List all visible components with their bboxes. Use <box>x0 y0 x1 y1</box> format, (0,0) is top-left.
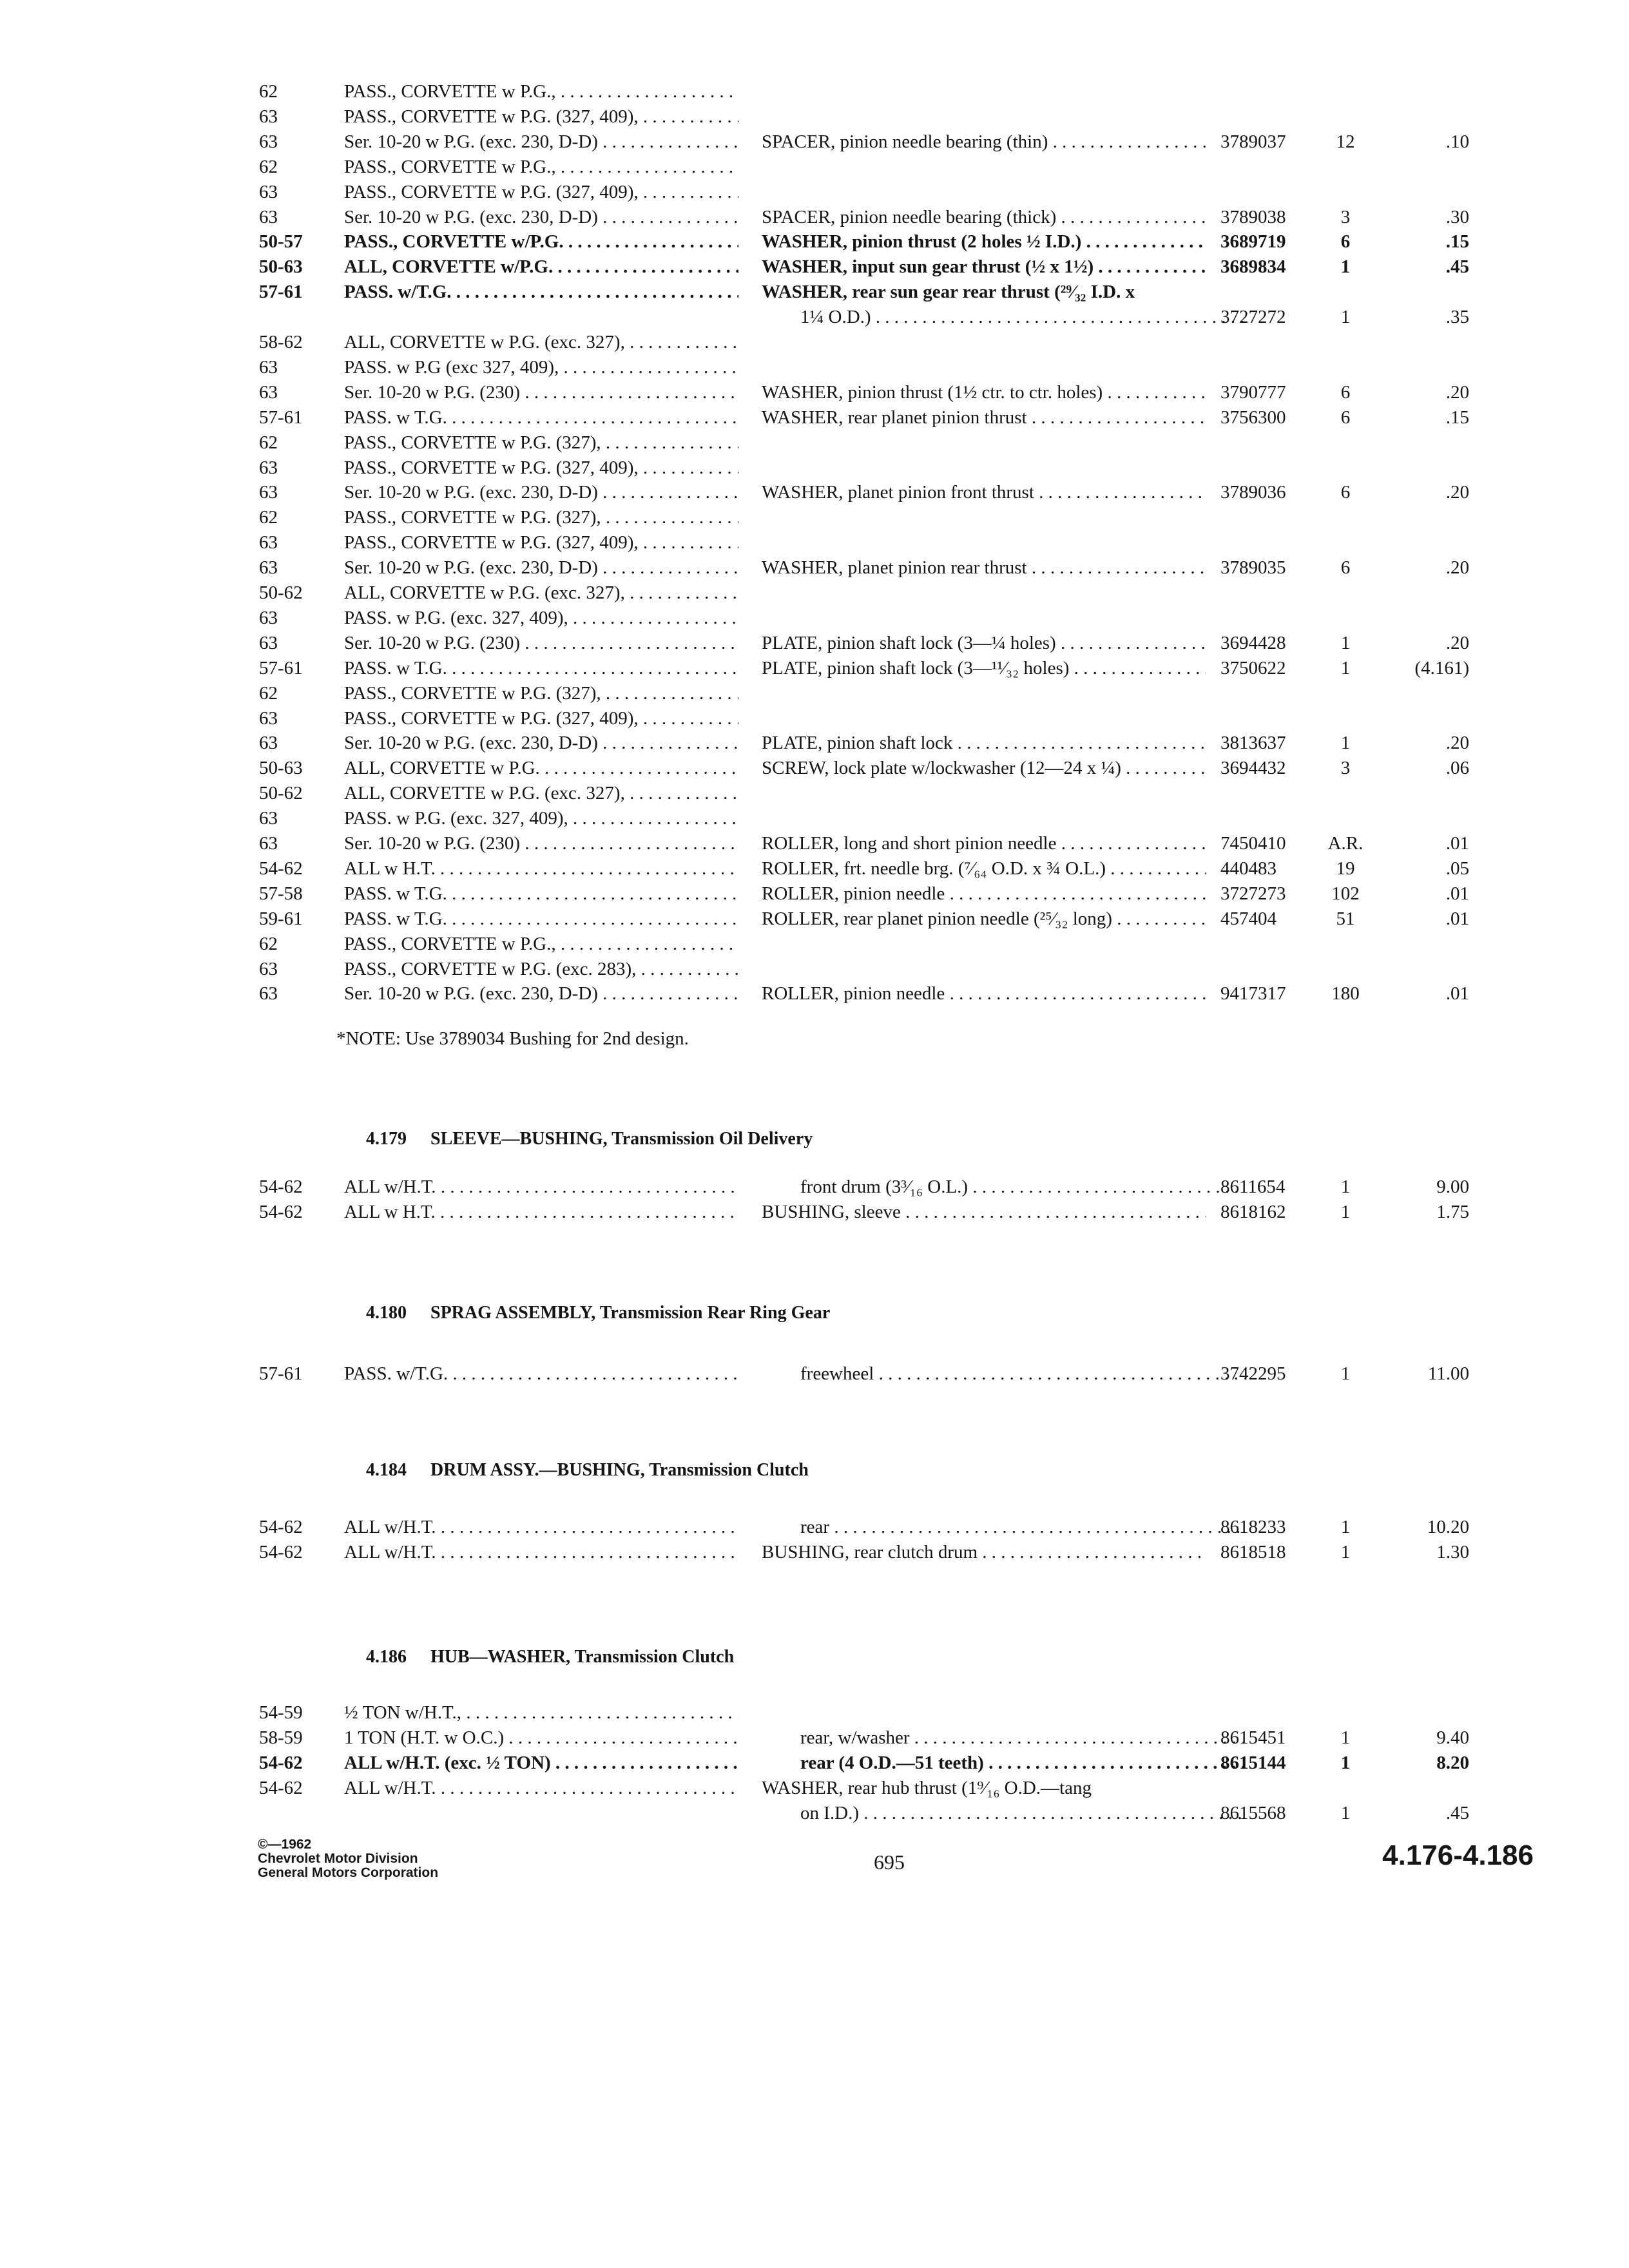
parts-row <box>0 479 1629 505</box>
quantity: 1 <box>1340 1363 1351 1384</box>
quantity: 1 <box>1340 1517 1351 1537</box>
model-applicability: Ser. 10-20 w P.G. (exc. 230, D-D) . . . <box>344 555 738 581</box>
model-applicability: ALL, CORVETTE w P.G. (exc. 327), . . . <box>344 329 738 355</box>
price: .01 <box>1445 883 1469 904</box>
parts-row <box>0 380 1629 405</box>
part-number: 8615568 <box>1220 1803 1286 1823</box>
parts-row <box>0 279 1629 305</box>
year-range: 54-62 <box>259 1517 303 1537</box>
part-number: 440483 <box>1220 858 1277 879</box>
part-description: PLATE, pinion shaft lock (3—¼ holes) . . . <box>762 630 1206 656</box>
part-description: WASHER, rear planet pinion thrust . . . <box>762 405 1206 430</box>
part-description: SCREW, lock plate w/lockwasher (12—24 x ¼) . . . <box>762 755 1206 781</box>
year-range: 58-59 <box>259 1727 303 1748</box>
quantity: 1 <box>1340 733 1351 753</box>
year-range: 50-62 <box>259 783 303 803</box>
copyright-block <box>258 1838 438 1880</box>
part-description: WASHER, input sun gear thrust (½ x 1½) . . . <box>762 254 1206 280</box>
parts-row <box>0 1775 1629 1801</box>
parts-row <box>0 906 1629 932</box>
parts-row <box>0 1539 1629 1565</box>
model-applicability: PASS. w/T.G. . . . <box>344 279 738 305</box>
section-heading <box>366 1457 809 1483</box>
parts-row <box>0 730 1629 756</box>
part-number: 3789036 <box>1220 482 1286 503</box>
part-number: 7450410 <box>1220 833 1286 854</box>
year-range: 62 <box>259 934 278 954</box>
year-range: 63 <box>259 733 278 753</box>
part-number: 3742295 <box>1220 1363 1286 1384</box>
part-description: BUSHING, sleeve . . . <box>762 1199 1206 1225</box>
model-applicability: ½ TON w/H.T., . . . <box>344 1700 738 1725</box>
quantity: 102 <box>1331 883 1360 904</box>
year-range: 63 <box>259 532 278 553</box>
quantity: 180 <box>1331 983 1360 1004</box>
quantity: 1 <box>1340 307 1351 327</box>
part-description: front drum (3³⁄₁₆ O.L.) . . . <box>762 1174 1245 1200</box>
part-description: BUSHING, rear clutch drum . . . <box>762 1539 1206 1565</box>
price: 1.75 <box>1436 1202 1469 1222</box>
year-range: 57-61 <box>259 407 303 428</box>
price: 9.00 <box>1436 1177 1469 1197</box>
model-applicability: PASS. w T.G. . . . <box>344 906 738 932</box>
quantity: 3 <box>1340 758 1351 778</box>
section-heading <box>366 1300 830 1326</box>
model-applicability: PASS. w T.G. . . . <box>344 881 738 907</box>
part-number: 3727272 <box>1220 307 1286 327</box>
part-number: 3694428 <box>1220 633 1286 653</box>
year-range: 63 <box>259 131 278 152</box>
quantity: A.R. <box>1327 833 1364 854</box>
section-number: 4.180 <box>366 1303 407 1323</box>
part-description: SPACER, pinion needle bearing (thick) . . . <box>762 204 1206 230</box>
price: .01 <box>1445 983 1469 1004</box>
part-number: 3789038 <box>1220 207 1286 227</box>
part-number: 3789037 <box>1220 131 1286 152</box>
part-number: 3756300 <box>1220 407 1286 428</box>
quantity: 1 <box>1340 1202 1351 1222</box>
quantity: 6 <box>1340 382 1351 403</box>
part-description: rear (4 O.D.—51 teeth) . . . <box>762 1750 1245 1776</box>
year-range: 54-62 <box>259 1202 303 1222</box>
model-applicability: ALL w/H.T. (exc. ½ TON) . . . <box>344 1750 738 1776</box>
quantity: 1 <box>1340 1542 1351 1562</box>
year-range: 63 <box>259 207 278 227</box>
year-range: 57-58 <box>259 883 303 904</box>
price: .05 <box>1445 858 1469 879</box>
model-applicability: ALL w/H.T. . . . <box>344 1539 738 1565</box>
year-range: 54-62 <box>259 1753 303 1773</box>
parts-row <box>0 354 1629 380</box>
price: .01 <box>1445 908 1469 929</box>
parts-row <box>0 680 1629 706</box>
model-applicability: PASS., CORVETTE w P.G., . . . <box>344 931 738 957</box>
year-range: 63 <box>259 382 278 403</box>
part-description: WASHER, planet pinion front thrust . . . <box>762 479 1206 505</box>
parts-row <box>0 580 1629 606</box>
part-number: 8611654 <box>1220 1177 1286 1197</box>
model-applicability: PASS., CORVETTE w/P.G. . . . <box>344 229 738 255</box>
model-applicability: PASS., CORVETTE w P.G. (327), . . . <box>344 505 738 530</box>
model-applicability: 1 TON (H.T. w O.C.) . . . <box>344 1725 738 1751</box>
model-applicability: PASS., CORVETTE w P.G., . . . <box>344 79 738 104</box>
quantity: 1 <box>1340 658 1351 678</box>
section-title: HUB—WASHER, Transmission Clutch <box>430 1647 735 1667</box>
page-number: 695 <box>874 1850 905 1874</box>
year-range: 50-62 <box>259 582 303 603</box>
parts-row <box>0 931 1629 957</box>
price: 9.40 <box>1436 1727 1469 1748</box>
price: .20 <box>1445 633 1469 653</box>
year-range: 63 <box>259 106 278 127</box>
parts-row <box>0 1361 1629 1387</box>
part-number: 3813637 <box>1220 733 1286 753</box>
parts-row <box>0 856 1629 881</box>
model-applicability: PASS. w P.G (exc 327, 409), . . . <box>344 354 738 380</box>
quantity: 1 <box>1340 256 1351 277</box>
parts-row <box>0 505 1629 530</box>
year-range: 54-59 <box>259 1702 303 1723</box>
part-number: 457404 <box>1220 908 1277 929</box>
part-number: 3790777 <box>1220 382 1286 403</box>
part-number: 8618518 <box>1220 1542 1286 1562</box>
model-applicability: Ser. 10-20 w P.G. (230) . . . <box>344 831 738 856</box>
model-applicability: PASS., CORVETTE w P.G. (327), . . . <box>344 430 738 456</box>
year-range: 57-61 <box>259 658 303 678</box>
year-range: 63 <box>259 983 278 1004</box>
parts-row <box>0 655 1629 681</box>
model-applicability: Ser. 10-20 w P.G. (230) . . . <box>344 630 738 656</box>
price: .45 <box>1445 1803 1469 1823</box>
year-range: 62 <box>259 432 278 453</box>
part-description: ROLLER, rear planet pinion needle (²⁵⁄₃₂ long) . . . <box>762 906 1206 932</box>
price: 10.20 <box>1427 1517 1469 1537</box>
parts-row <box>0 605 1629 631</box>
model-applicability: ALL w H.T. . . . <box>344 1199 738 1225</box>
model-applicability: PASS., CORVETTE w P.G. (327), . . . <box>344 680 738 706</box>
part-number: 8615144 <box>1220 1753 1286 1773</box>
part-description: WASHER, planet pinion rear thrust . . . <box>762 555 1206 581</box>
parts-row <box>0 881 1629 907</box>
model-applicability: PASS., CORVETTE w P.G. (327, 409), . . . <box>344 179 738 205</box>
model-applicability: Ser. 10-20 w P.G. (exc. 230, D-D) . . . <box>344 204 738 230</box>
model-applicability: ALL, CORVETTE w/P.G. . . . <box>344 254 738 280</box>
year-range: 63 <box>259 608 278 628</box>
quantity: 6 <box>1340 557 1351 578</box>
section-number: 4.179 <box>366 1129 407 1149</box>
model-applicability: PASS., CORVETTE w P.G. (327, 409), . . . <box>344 104 738 130</box>
part-description: rear . . . <box>762 1514 1245 1540</box>
price: .15 <box>1445 407 1469 428</box>
price: .20 <box>1445 382 1469 403</box>
part-number: 3689719 <box>1220 231 1286 252</box>
model-applicability: ALL w H.T. . . . <box>344 856 738 881</box>
quantity: 6 <box>1340 407 1351 428</box>
year-range: 63 <box>259 182 278 202</box>
parts-row <box>0 154 1629 180</box>
parts-row <box>0 1750 1629 1776</box>
part-number: 8615451 <box>1220 1727 1286 1748</box>
model-applicability: Ser. 10-20 w P.G. (exc. 230, D-D) . . . <box>344 479 738 505</box>
parts-row <box>0 530 1629 555</box>
price: 11.00 <box>1427 1363 1469 1384</box>
parts-row <box>0 430 1629 456</box>
quantity: 6 <box>1340 482 1351 503</box>
model-applicability: Ser. 10-20 w P.G. (exc. 230, D-D) . . . <box>344 981 738 1006</box>
year-range: 54-62 <box>259 1177 303 1197</box>
parts-row <box>0 405 1629 430</box>
part-description: PLATE, pinion shaft lock . . . <box>762 730 1206 756</box>
year-range: 63 <box>259 959 278 979</box>
model-applicability: Ser. 10-20 w P.G. (exc. 230, D-D) . . . <box>344 129 738 155</box>
quantity: 1 <box>1340 1753 1351 1773</box>
parts-row <box>0 129 1629 155</box>
part-description: PLATE, pinion shaft lock (3—¹¹⁄₃₂ holes) . . . <box>762 655 1206 681</box>
part-description: ROLLER, frt. needle brg. (⁷⁄₆₄ O.D. x ¾ O.L.) . . . <box>762 856 1206 881</box>
part-description: freewheel . . . <box>762 1361 1245 1387</box>
model-applicability: ALL w/H.T. . . . <box>344 1174 738 1200</box>
section-heading <box>366 1644 734 1670</box>
parts-row <box>0 304 1629 330</box>
model-applicability: ALL, CORVETTE w P.G. . . . <box>344 755 738 781</box>
year-range: 63 <box>259 808 278 829</box>
price: .20 <box>1445 557 1469 578</box>
parts-row <box>0 179 1629 205</box>
part-description: WASHER, pinion thrust (1½ ctr. to ctr. holes) . . . <box>762 380 1206 405</box>
part-number: 3689834 <box>1220 256 1286 277</box>
parts-row <box>0 831 1629 856</box>
price: .30 <box>1445 207 1469 227</box>
price: 8.20 <box>1436 1753 1469 1773</box>
model-applicability: PASS. w P.G. (exc. 327, 409), . . . <box>344 605 738 631</box>
year-range: 63 <box>259 482 278 503</box>
year-range: 50-57 <box>259 231 303 252</box>
part-number: 3789035 <box>1220 557 1286 578</box>
model-applicability: PASS. w T.G. . . . <box>344 405 738 430</box>
year-range: 62 <box>259 683 278 704</box>
part-description: 1¼ O.D.) . . . <box>762 304 1245 330</box>
model-applicability: PASS. w T.G. . . . <box>344 655 738 681</box>
section-title: SPRAG ASSEMBLY, Transmission Rear Ring Gear <box>430 1303 831 1323</box>
year-range: 54-62 <box>259 1542 303 1562</box>
model-applicability: PASS., CORVETTE w P.G. (327, 409), . . . <box>344 706 738 731</box>
year-range: 62 <box>259 157 278 177</box>
price: .10 <box>1445 131 1469 152</box>
part-number: 8618162 <box>1220 1202 1286 1222</box>
quantity: 12 <box>1336 131 1355 152</box>
part-description: on I.D.) . . . <box>762 1800 1245 1826</box>
section-range: 4.176-4.186 <box>1382 1840 1534 1871</box>
price: (4.161) <box>1414 658 1469 678</box>
parts-row <box>0 780 1629 806</box>
footnote: *NOTE: Use 3789034 Bushing for 2nd design. <box>336 1028 689 1049</box>
parts-row <box>0 1174 1629 1200</box>
year-range: 63 <box>259 357 278 378</box>
model-applicability: Ser. 10-20 w P.G. (230) . . . <box>344 380 738 405</box>
year-range: 50-63 <box>259 758 303 778</box>
parts-row <box>0 204 1629 230</box>
year-range: 62 <box>259 507 278 528</box>
year-range: 50-63 <box>259 256 303 277</box>
quantity: 1 <box>1340 1803 1351 1823</box>
parts-row <box>0 706 1629 731</box>
section-number: 4.184 <box>366 1460 407 1480</box>
part-description: ROLLER, pinion needle . . . <box>762 881 1206 907</box>
parts-row <box>0 1199 1629 1225</box>
year-range: 63 <box>259 457 278 478</box>
quantity: 1 <box>1340 633 1351 653</box>
price: .20 <box>1445 733 1469 753</box>
parts-row <box>0 555 1629 581</box>
year-range: 63 <box>259 708 278 729</box>
year-range: 63 <box>259 833 278 854</box>
price: .20 <box>1445 482 1469 503</box>
model-applicability: PASS., CORVETTE w P.G. (327, 409), . . . <box>344 455 738 481</box>
model-applicability: PASS., CORVETTE w P.G. (327, 409), . . . <box>344 530 738 555</box>
parts-row <box>0 254 1629 280</box>
year-range: 58-62 <box>259 332 303 352</box>
price: .15 <box>1445 231 1469 252</box>
year-range: 63 <box>259 557 278 578</box>
price: .01 <box>1445 833 1469 854</box>
model-applicability: PASS., CORVETTE w P.G., . . . <box>344 154 738 180</box>
year-range: 57-61 <box>259 282 303 302</box>
parts-row <box>0 1514 1629 1540</box>
section-title: SLEEVE—BUSHING, Transmission Oil Delivery <box>430 1129 813 1149</box>
part-description: ROLLER, long and short pinion needle . . . <box>762 831 1206 856</box>
year-range: 57-61 <box>259 1363 303 1384</box>
parts-row <box>0 455 1629 481</box>
part-number: 8618233 <box>1220 1517 1286 1537</box>
quantity: 51 <box>1336 908 1355 929</box>
year-range: 54-62 <box>259 858 303 879</box>
copyright-text: ©—1962 <box>258 1837 312 1852</box>
model-applicability: ALL w/H.T. . . . <box>344 1775 738 1801</box>
parts-row <box>0 1725 1629 1751</box>
division-text: Chevrolet Motor Division <box>258 1851 418 1866</box>
parts-row <box>0 329 1629 355</box>
year-range: 63 <box>259 633 278 653</box>
part-description: WASHER, pinion thrust (2 holes ½ I.D.) . . . <box>762 229 1206 255</box>
model-applicability: PASS. w P.G. (exc. 327, 409), . . . <box>344 805 738 831</box>
part-description: WASHER, rear hub thrust (1⁹⁄₁₆ O.D.—tang <box>762 1778 1092 1798</box>
model-applicability: ALL w/H.T. . . . <box>344 1514 738 1540</box>
model-applicability: PASS. w/T.G. . . . <box>344 1361 738 1387</box>
corporation-text: General Motors Corporation <box>258 1865 439 1880</box>
parts-row <box>0 755 1629 781</box>
year-range: 62 <box>259 81 278 102</box>
price: .45 <box>1445 256 1469 277</box>
price: .06 <box>1445 758 1469 778</box>
part-number: 3694432 <box>1220 758 1286 778</box>
section-number: 4.186 <box>366 1647 407 1667</box>
price: 1.30 <box>1436 1542 1469 1562</box>
section-heading <box>366 1126 813 1152</box>
model-applicability: PASS., CORVETTE w P.G. (exc. 283), . . . <box>344 956 738 982</box>
model-applicability: ALL, CORVETTE w P.G. (exc. 327), . . . <box>344 780 738 806</box>
parts-row <box>0 805 1629 831</box>
part-description: rear, w/washer . . . <box>762 1725 1245 1751</box>
year-range: 59-61 <box>259 908 303 929</box>
parts-row <box>0 229 1629 255</box>
part-number: 3750622 <box>1220 658 1286 678</box>
part-description: WASHER, rear sun gear rear thrust (²⁹⁄₃₂ I.D. x <box>762 282 1135 302</box>
parts-row <box>0 981 1629 1006</box>
parts-row <box>0 79 1629 104</box>
price: .35 <box>1445 307 1469 327</box>
quantity: 3 <box>1340 207 1351 227</box>
quantity: 19 <box>1336 858 1355 879</box>
parts-row <box>0 956 1629 982</box>
part-number: 3727273 <box>1220 883 1286 904</box>
quantity: 1 <box>1340 1177 1351 1197</box>
parts-row <box>0 630 1629 656</box>
part-description: SPACER, pinion needle bearing (thin) . . . <box>762 129 1206 155</box>
model-applicability: Ser. 10-20 w P.G. (exc. 230, D-D) . . . <box>344 730 738 756</box>
parts-row <box>0 104 1629 130</box>
part-number: 9417317 <box>1220 983 1286 1004</box>
part-description: ROLLER, pinion needle . . . <box>762 981 1206 1006</box>
quantity: 6 <box>1340 231 1351 252</box>
parts-row <box>0 1700 1629 1725</box>
year-range: 54-62 <box>259 1778 303 1798</box>
section-title: DRUM ASSY.—BUSHING, Transmission Clutch <box>430 1460 809 1480</box>
quantity: 1 <box>1340 1727 1351 1748</box>
parts-row <box>0 1800 1629 1826</box>
model-applicability: ALL, CORVETTE w P.G. (exc. 327), . . . <box>344 580 738 606</box>
